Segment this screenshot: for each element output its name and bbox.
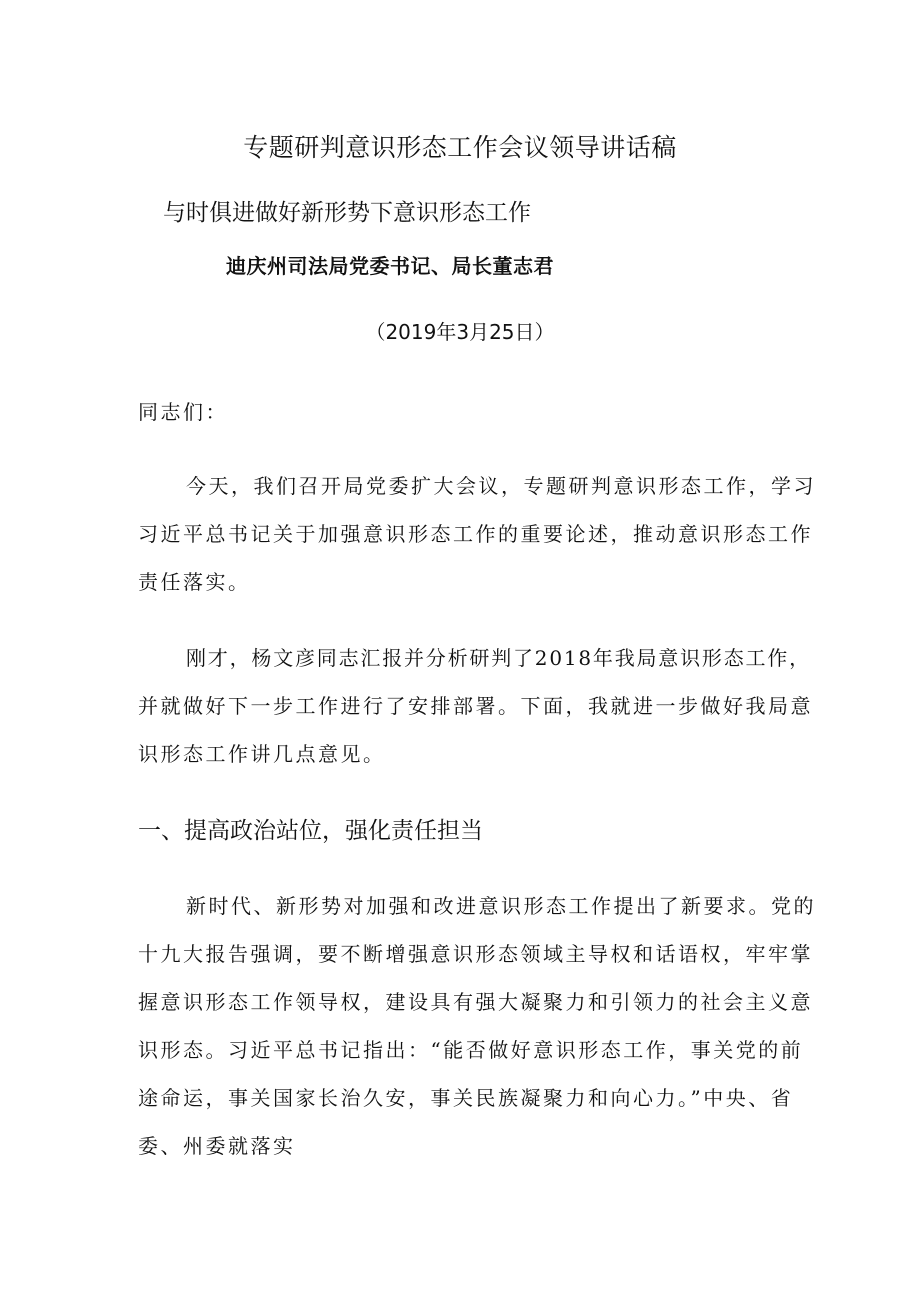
paragraph-3-line-5: 途命运，事关国家长治久安，事关民族凝聚力和向心力。”中央、省	[138, 1086, 794, 1110]
paragraph-1-line-2: 习近平总书记关于加强意识形态工作的重要论述，推动意识形态工作	[138, 522, 813, 546]
paragraph-2-line-1: 刚才，杨文彦同志汇报并分析研判了2018年我局意识形态工作，	[186, 646, 811, 670]
paragraph-1-line-3: 责任落实。	[138, 570, 251, 594]
section-1-heading: 一、提高政治站位，强化责任担当	[138, 818, 483, 844]
paragraph-3-line-3: 握意识形态工作领导权，建设具有强大凝聚力和引领力的社会主义意	[138, 990, 813, 1014]
paragraph-3-line-6: 委、州委就落实	[138, 1134, 296, 1158]
paragraph-2-line-2: 并就做好下一步工作进行了安排部署。下面，我就进一步做好我局意	[138, 694, 813, 718]
paragraph-3-line-4: 识形态。习近平总书记指出：“能否做好意识形态工作，事关党的前	[138, 1038, 804, 1062]
speaker-byline: 迪庆州司法局党委书记、局长董志君	[226, 254, 554, 278]
salutation: 同志们：	[138, 400, 228, 424]
paragraph-2-line-3: 识形态工作讲几点意见。	[138, 742, 386, 766]
document-title: 专题研判意识形态工作会议领导讲话稿	[243, 133, 677, 162]
document-subtitle: 与时俱进做好新形势下意识形态工作	[163, 200, 531, 226]
paragraph-3-line-2: 十九大报告强调，要不断增强意识形态领域主导权和话语权，牢牢掌	[138, 942, 813, 966]
speech-date: （2019年3月25日）	[365, 320, 555, 344]
paragraph-3-line-1: 新时代、新形势对加强和改进意识形态工作提出了新要求。党的	[186, 894, 816, 918]
paragraph-1-line-1: 今天，我们召开局党委扩大会议，专题研判意识形态工作，学习	[186, 474, 816, 498]
